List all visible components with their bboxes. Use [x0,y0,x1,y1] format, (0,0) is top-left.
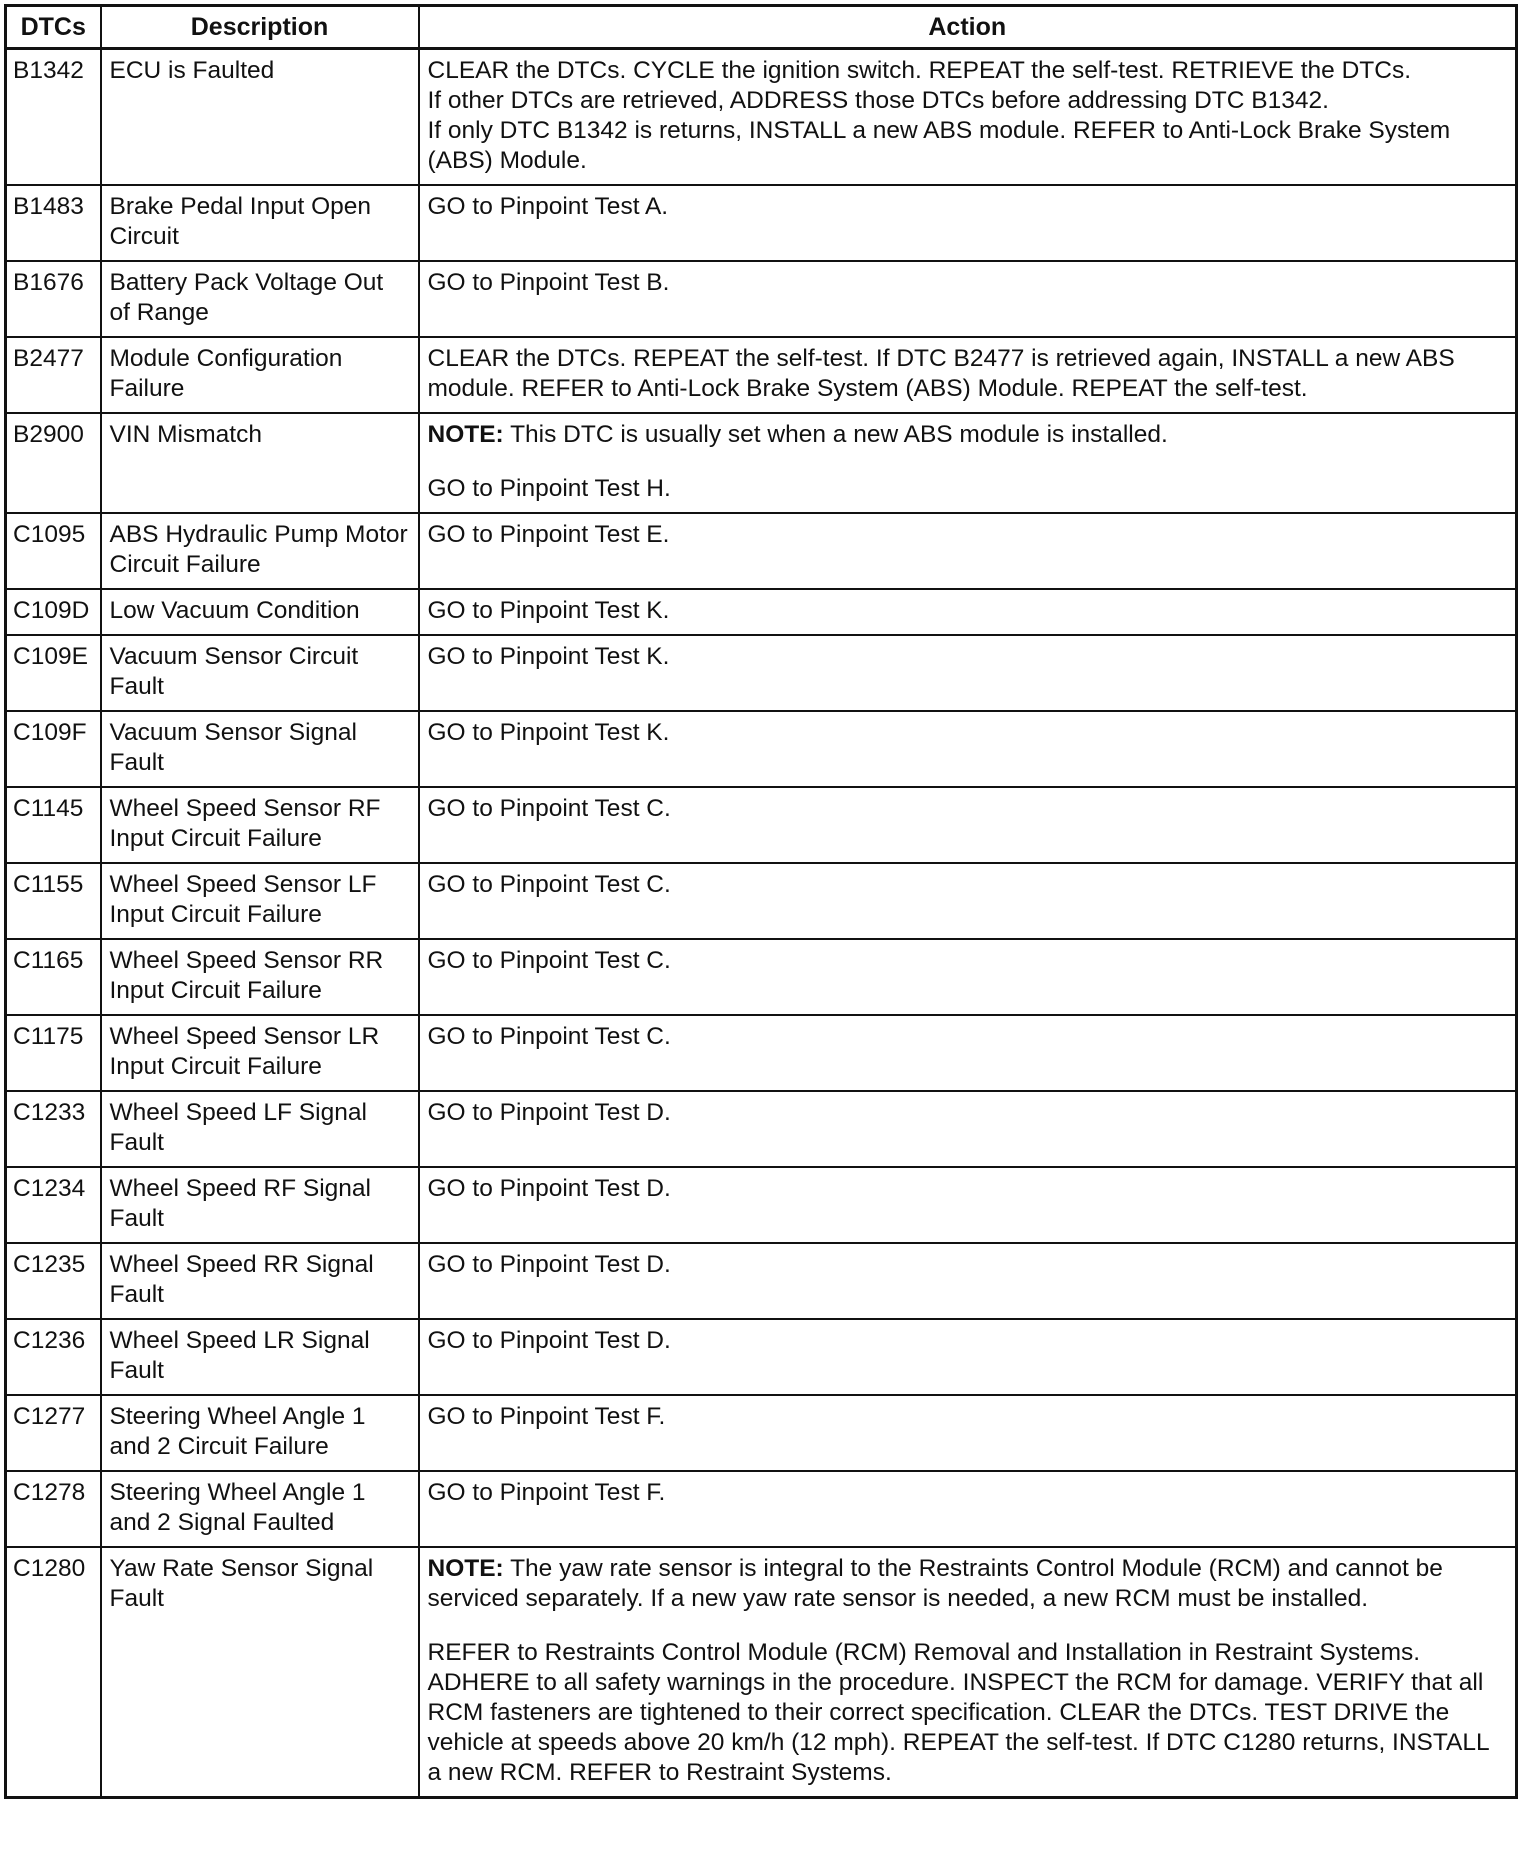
table-row [6,939,1517,1015]
table-row [6,787,1517,863]
action-paragraph [428,1478,1508,1508]
action-paragraph [428,642,1508,672]
dtc-action [419,635,1517,711]
action-text: This DTC is usually set when a new ABS module is installed. [503,421,1168,448]
action-text: CLEAR the DTCs. REPEAT the self-test. If DTC B2477 is retrieved again, INSTALL a new ABS module. REFER to Anti-Lock Brake System (ABS) Module. REPEAT the self-test. [427,345,1455,402]
action-text: If only DTC B1342 is returns, INSTALL a new ABS module. REFER to Anti-Lock Brake System (ABS) Module. [427,117,1451,174]
dtc-description: Steering Wheel Angle 1 and 2 Signal Faulted [101,1471,419,1547]
action-paragraph [428,718,1508,748]
action-text: GO to Pinpoint Test D. [427,1327,671,1354]
dtc-description: ECU is Faulted [101,49,419,186]
table-body [6,49,1517,1798]
dtc-action [419,711,1517,787]
action-text: GO to Pinpoint Test K. [427,597,670,624]
dtc-action [419,1243,1517,1319]
action-paragraph [428,520,1508,550]
dtc-code: C1233 [6,1091,101,1167]
dtc-action [419,185,1517,261]
dtc-action [419,337,1517,413]
action-text: GO to Pinpoint Test K. [427,719,670,746]
action-text: GO to Pinpoint Test F. [427,1403,666,1430]
action-text: If other DTCs are retrieved, ADDRESS those DTCs before addressing DTC B1342. [427,87,1329,114]
dtc-code: C1280 [6,1547,101,1798]
dtc-code: C109E [6,635,101,711]
action-text: GO to Pinpoint Test F. [427,1479,666,1506]
dtc-description: ABS Hydraulic Pump Motor Circuit Failure [101,513,419,589]
dtc-action [419,1015,1517,1091]
action-text: GO to Pinpoint Test D. [427,1175,671,1202]
dtc-description: Wheel Speed Sensor RF Input Circuit Failure [101,787,419,863]
table-row [6,1547,1517,1798]
dtc-code: B1483 [6,185,101,261]
dtc-code: C1235 [6,1243,101,1319]
table-row [6,589,1517,635]
dtc-action [419,589,1517,635]
action-paragraph [428,86,1508,116]
action-paragraph [428,946,1508,976]
table-row [6,1471,1517,1547]
action-text: GO to Pinpoint Test H. [427,475,671,502]
action-paragraph [428,116,1508,176]
dtc-action [419,1167,1517,1243]
action-paragraph [428,794,1508,824]
action-text: GO to Pinpoint Test C. [427,1023,671,1050]
dtc-description: Wheel Speed Sensor LR Input Circuit Failure [101,1015,419,1091]
dtc-action [419,413,1517,513]
table-row [6,1015,1517,1091]
action-paragraph [428,870,1508,900]
action-text: GO to Pinpoint Test D. [427,1099,671,1126]
dtc-description: Module Configuration Failure [101,337,419,413]
action-paragraph [428,1638,1508,1788]
table-row [6,337,1517,413]
dtc-table [4,4,1518,1799]
table-row [6,711,1517,787]
action-paragraph [428,1098,1508,1128]
dtc-action [419,939,1517,1015]
dtc-action [419,49,1517,186]
action-paragraph [428,1250,1508,1280]
dtc-code: B2477 [6,337,101,413]
dtc-description: VIN Mismatch [101,413,419,513]
dtc-description: Battery Pack Voltage Out of Range [101,261,419,337]
dtc-code: C1277 [6,1395,101,1471]
header-row [6,6,1517,49]
action-paragraph [428,1402,1508,1432]
dtc-code: C1175 [6,1015,101,1091]
dtc-action [419,1091,1517,1167]
table-row [6,49,1517,186]
action-text: GO to Pinpoint Test K. [427,643,670,670]
document-page [4,4,1518,1799]
header-description: Description [101,6,419,49]
dtc-description: Low Vacuum Condition [101,589,419,635]
table-row [6,513,1517,589]
table-row [6,185,1517,261]
dtc-code: C109F [6,711,101,787]
dtc-description: Wheel Speed RF Signal Fault [101,1167,419,1243]
action-text: CLEAR the DTCs. CYCLE the ignition switch. REPEAT the self-test. RETRIEVE the DTCs. [427,57,1412,84]
action-paragraph [428,474,1508,504]
dtc-description: Vacuum Sensor Circuit Fault [101,635,419,711]
dtc-action [419,1471,1517,1547]
dtc-code: C1234 [6,1167,101,1243]
dtc-description: Wheel Speed Sensor LF Input Circuit Failure [101,863,419,939]
table-row [6,1243,1517,1319]
action-paragraph [428,268,1508,298]
dtc-code: C109D [6,589,101,635]
dtc-action [419,1395,1517,1471]
dtc-description: Wheel Speed LF Signal Fault [101,1091,419,1167]
action-paragraph [428,1174,1508,1204]
action-paragraph [428,1022,1508,1052]
dtc-action [419,513,1517,589]
dtc-code: B1676 [6,261,101,337]
action-text: GO to Pinpoint Test C. [427,795,671,822]
header-action: Action [419,6,1517,49]
dtc-description: Wheel Speed LR Signal Fault [101,1319,419,1395]
dtc-code: C1236 [6,1319,101,1395]
action-paragraph [428,1554,1508,1614]
dtc-code: B2900 [6,413,101,513]
dtc-code: C1145 [6,787,101,863]
note-label: NOTE: [427,1555,504,1582]
dtc-description: Steering Wheel Angle 1 and 2 Circuit Failure [101,1395,419,1471]
dtc-action [419,1319,1517,1395]
action-text: REFER to Restraints Control Module (RCM) Removal and Installation in Restraint Systems. ADHERE to all safety warnings in the procedure. INSPECT the RCM for damage. VERIFY that all RCM fasteners are tightened to their correct specification. CLEAR the DTCs. TEST DRIVE the vehicle at speeds above 20 km/h (12 mph). REPEAT the self-test. If DTC C1280 returns, INSTALL a new RCM. REFER to Restraint Systems. [427,1639,1489,1786]
action-text: GO to Pinpoint Test B. [427,269,670,296]
table-row [6,1167,1517,1243]
dtc-code: C1165 [6,939,101,1015]
dtc-action [419,261,1517,337]
table-row [6,413,1517,513]
note-label: NOTE: [427,421,504,448]
dtc-code: C1278 [6,1471,101,1547]
table-row [6,863,1517,939]
action-paragraph [428,420,1508,450]
dtc-description: Brake Pedal Input Open Circuit [101,185,419,261]
action-paragraph [428,596,1508,626]
action-paragraph [428,192,1508,222]
action-text: GO to Pinpoint Test C. [427,947,671,974]
dtc-code: B1342 [6,49,101,186]
dtc-description: Vacuum Sensor Signal Fault [101,711,419,787]
dtc-action [419,787,1517,863]
action-paragraph [428,344,1508,404]
table-row [6,261,1517,337]
action-text: The yaw rate sensor is integral to the Restraints Control Module (RCM) and cannot be serviced separately. If a new yaw rate sensor is needed, a new RCM must be installed. [427,1555,1443,1612]
action-text: GO to Pinpoint Test E. [427,521,670,548]
action-text: GO to Pinpoint Test C. [427,871,671,898]
table-row [6,635,1517,711]
dtc-description: Yaw Rate Sensor Signal Fault [101,1547,419,1798]
dtc-description: Wheel Speed RR Signal Fault [101,1243,419,1319]
table-row [6,1091,1517,1167]
action-paragraph [428,56,1508,86]
header-dtcs: DTCs [6,6,101,49]
action-text: GO to Pinpoint Test D. [427,1251,671,1278]
table-row [6,1319,1517,1395]
dtc-code: C1155 [6,863,101,939]
table-row [6,1395,1517,1471]
action-text: GO to Pinpoint Test A. [427,193,669,220]
dtc-action [419,1547,1517,1798]
dtc-action [419,863,1517,939]
dtc-code: C1095 [6,513,101,589]
action-paragraph [428,1326,1508,1356]
dtc-description: Wheel Speed Sensor RR Input Circuit Failure [101,939,419,1015]
